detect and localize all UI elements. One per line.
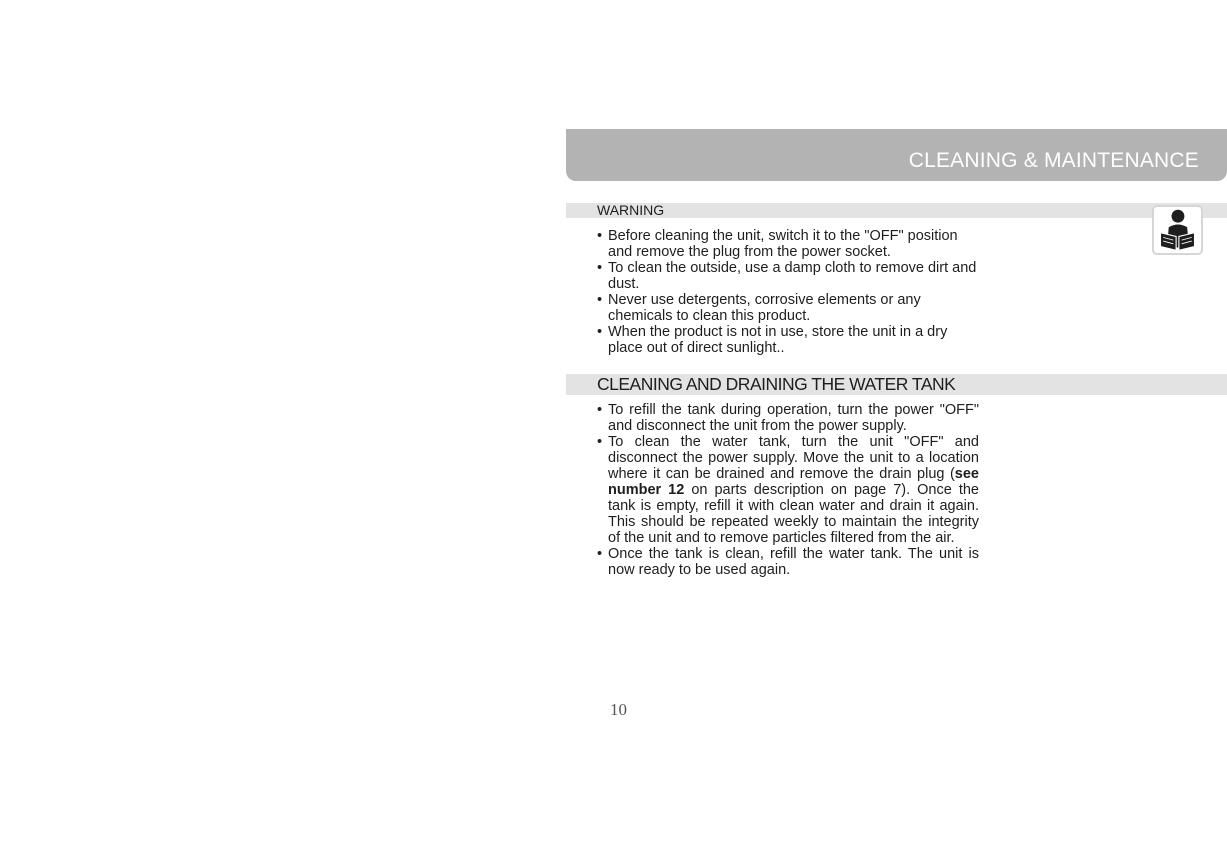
warning-item: • Before cleaning the unit, switch it to the "OFF" position and remove the plug from the power socket. [597, 228, 977, 260]
tank-instructions-list [597, 402, 979, 578]
section-title: CLEANING AND DRAINING THE WATER TANK [597, 374, 956, 394]
warning-label: WARNING [597, 202, 665, 218]
warning-bar [566, 203, 1227, 218]
tank-instruction-item [597, 434, 979, 546]
warning-item: • To clean the outside, use a damp cloth to remove dirt and dust. [597, 260, 977, 292]
page-number: 10 [610, 700, 627, 719]
tank-instruction-item: • To refill the tank during operation, turn the power "OFF" and disconnect the unit from the power supply. [597, 402, 979, 434]
instruction-bold-reference: see number 12 [608, 466, 979, 498]
person-reading-manual-icon [1152, 205, 1203, 255]
section-header-banner [566, 129, 1227, 181]
warning-list [597, 228, 977, 356]
page-title: CLEANING & MAINTENANCE [908, 149, 1199, 172]
instruction-text: on parts description on page 7). Once the tank is empty, refill it with clean water and drain it again. This should be repeated weekly to maintain the integrity of the unit and to remove particles filtered from the air. [608, 482, 979, 546]
warning-item: • When the product is not in use, store the unit in a dry place out of direct sunlight.. [597, 324, 977, 356]
warning-item: • Never use detergents, corrosive elements or any chemicals to clean this product. [597, 292, 977, 324]
instruction-text: To clean the water tank, turn the unit "OFF" and disconnect the power supply. Move the unit to a location where it can be drained and remove the drain plug ( [608, 434, 979, 482]
section-heading-bar [566, 374, 1227, 395]
tank-instruction-item: • Once the tank is clean, refill the water tank. The unit is now ready to be used again. [597, 546, 979, 578]
